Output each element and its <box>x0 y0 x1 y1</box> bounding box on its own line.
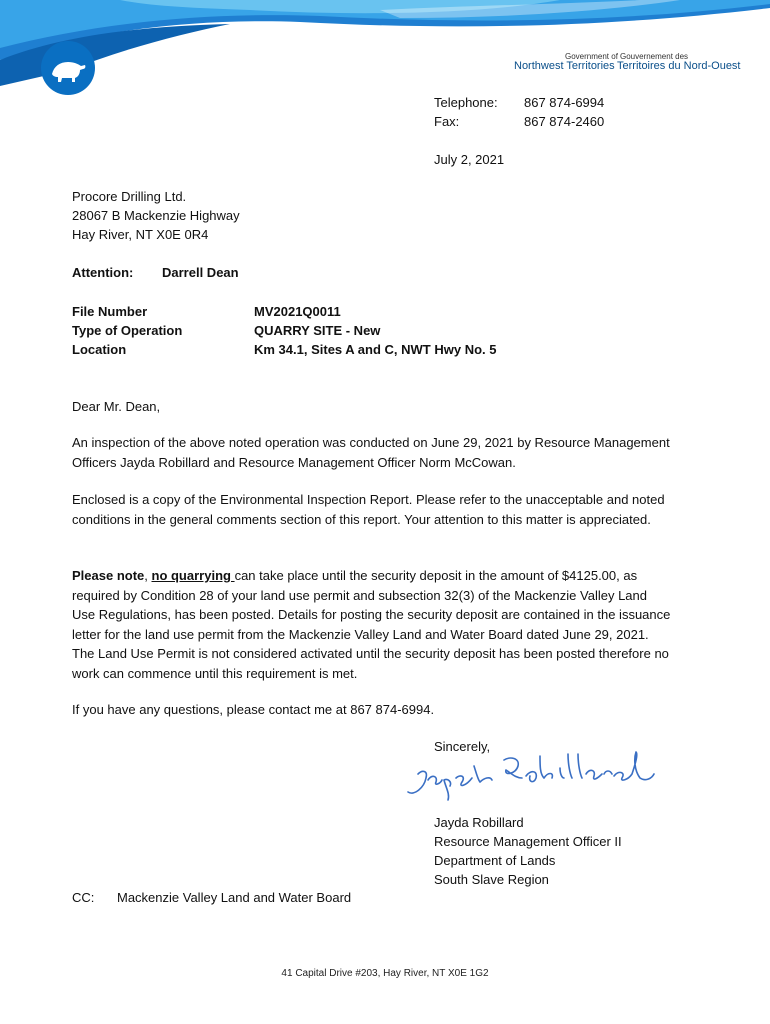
please-note-label: Please note <box>72 568 145 583</box>
handwritten-signature <box>400 748 660 808</box>
recipient-line1: Procore Drilling Ltd. <box>72 189 187 204</box>
footer-address: 41 Capital Drive #203, Hay River, NT X0E 1G2 <box>281 968 489 979</box>
attention-label: Attention: <box>72 265 134 280</box>
operation-type-label: Type of Operation <box>72 323 183 338</box>
signatory-title: Resource Management Officer II <box>434 834 622 849</box>
recipient-line3: Hay River, NT X0E 0R4 <box>72 227 209 242</box>
signatory-department: Department of Lands <box>434 853 556 868</box>
polar-bear-icon <box>40 40 96 96</box>
no-quarrying-emphasis: no quarrying <box>151 568 235 583</box>
gov-fr-small: Gouvernement des <box>620 52 689 61</box>
gov-en-small: Government of <box>565 52 618 61</box>
signatory-region: South Slave Region <box>434 872 549 887</box>
file-number-label: File Number <box>72 304 148 319</box>
telephone-value: 867 874-6994 <box>524 95 605 110</box>
signatory-name: Jayda Robillard <box>434 815 524 830</box>
paragraph-contact: If you have any questions, please contact me at 867 874-6994. <box>72 702 435 717</box>
attention-name: Darrell Dean <box>162 265 239 280</box>
fax-value: 867 874-2460 <box>524 114 605 129</box>
file-number-value: MV2021Q0011 <box>254 304 341 319</box>
location-label: Location <box>72 342 127 357</box>
cc-label: CC: <box>72 890 95 905</box>
security-deposit-text: can take place until the security deposit in the amount of $4125.00, as required by Condition 28 of your land use permit and subsection 32(3) of the Mackenzie Valley Land Use Regulations, has been posted. Details for posting the security deposit are contained in the issuance letter for the land use permit from the Mackenzie Valley Land and Water Board dated June 29, 2021. The Land Use Permit is not considered activated until the security deposit has been posted therefore no work can commence until this requirement is met. <box>72 568 671 681</box>
location-value: Km 34.1, Sites A and C, NWT Hwy No. 5 <box>254 342 497 357</box>
closing-sincerely: Sincerely, <box>434 739 491 754</box>
paragraph-inspection: An inspection of the above noted operation was conducted on June 29, 2021 by Resource Management Officers Jayda Robillard and Resource Management Officer Norm McCowan. <box>72 435 670 470</box>
fax-label: Fax: <box>434 114 460 129</box>
telephone-label: Telephone: <box>434 95 498 110</box>
gov-fr-name: Territoires du Nord-Ouest <box>617 60 741 72</box>
salutation: Dear Mr. Dean, <box>72 399 161 414</box>
paragraph-security-deposit <box>72 566 672 683</box>
please-note-sep: , <box>144 568 152 583</box>
paragraph-enclosed-report: Enclosed is a copy of the Environmental Inspection Report. Please refer to the unacceptable and noted conditions in the general comments section of this report. Your attention to this matter is appreciated. <box>72 492 665 527</box>
header-banner <box>0 0 770 100</box>
cc-value: Mackenzie Valley Land and Water Board <box>117 890 352 905</box>
gov-en-name: Northwest Territories <box>514 60 615 72</box>
operation-type-value: QUARRY SITE - New <box>254 323 381 338</box>
letter-date: July 2, 2021 <box>434 152 505 167</box>
recipient-line2: 28067 B Mackenzie Highway <box>72 208 240 223</box>
